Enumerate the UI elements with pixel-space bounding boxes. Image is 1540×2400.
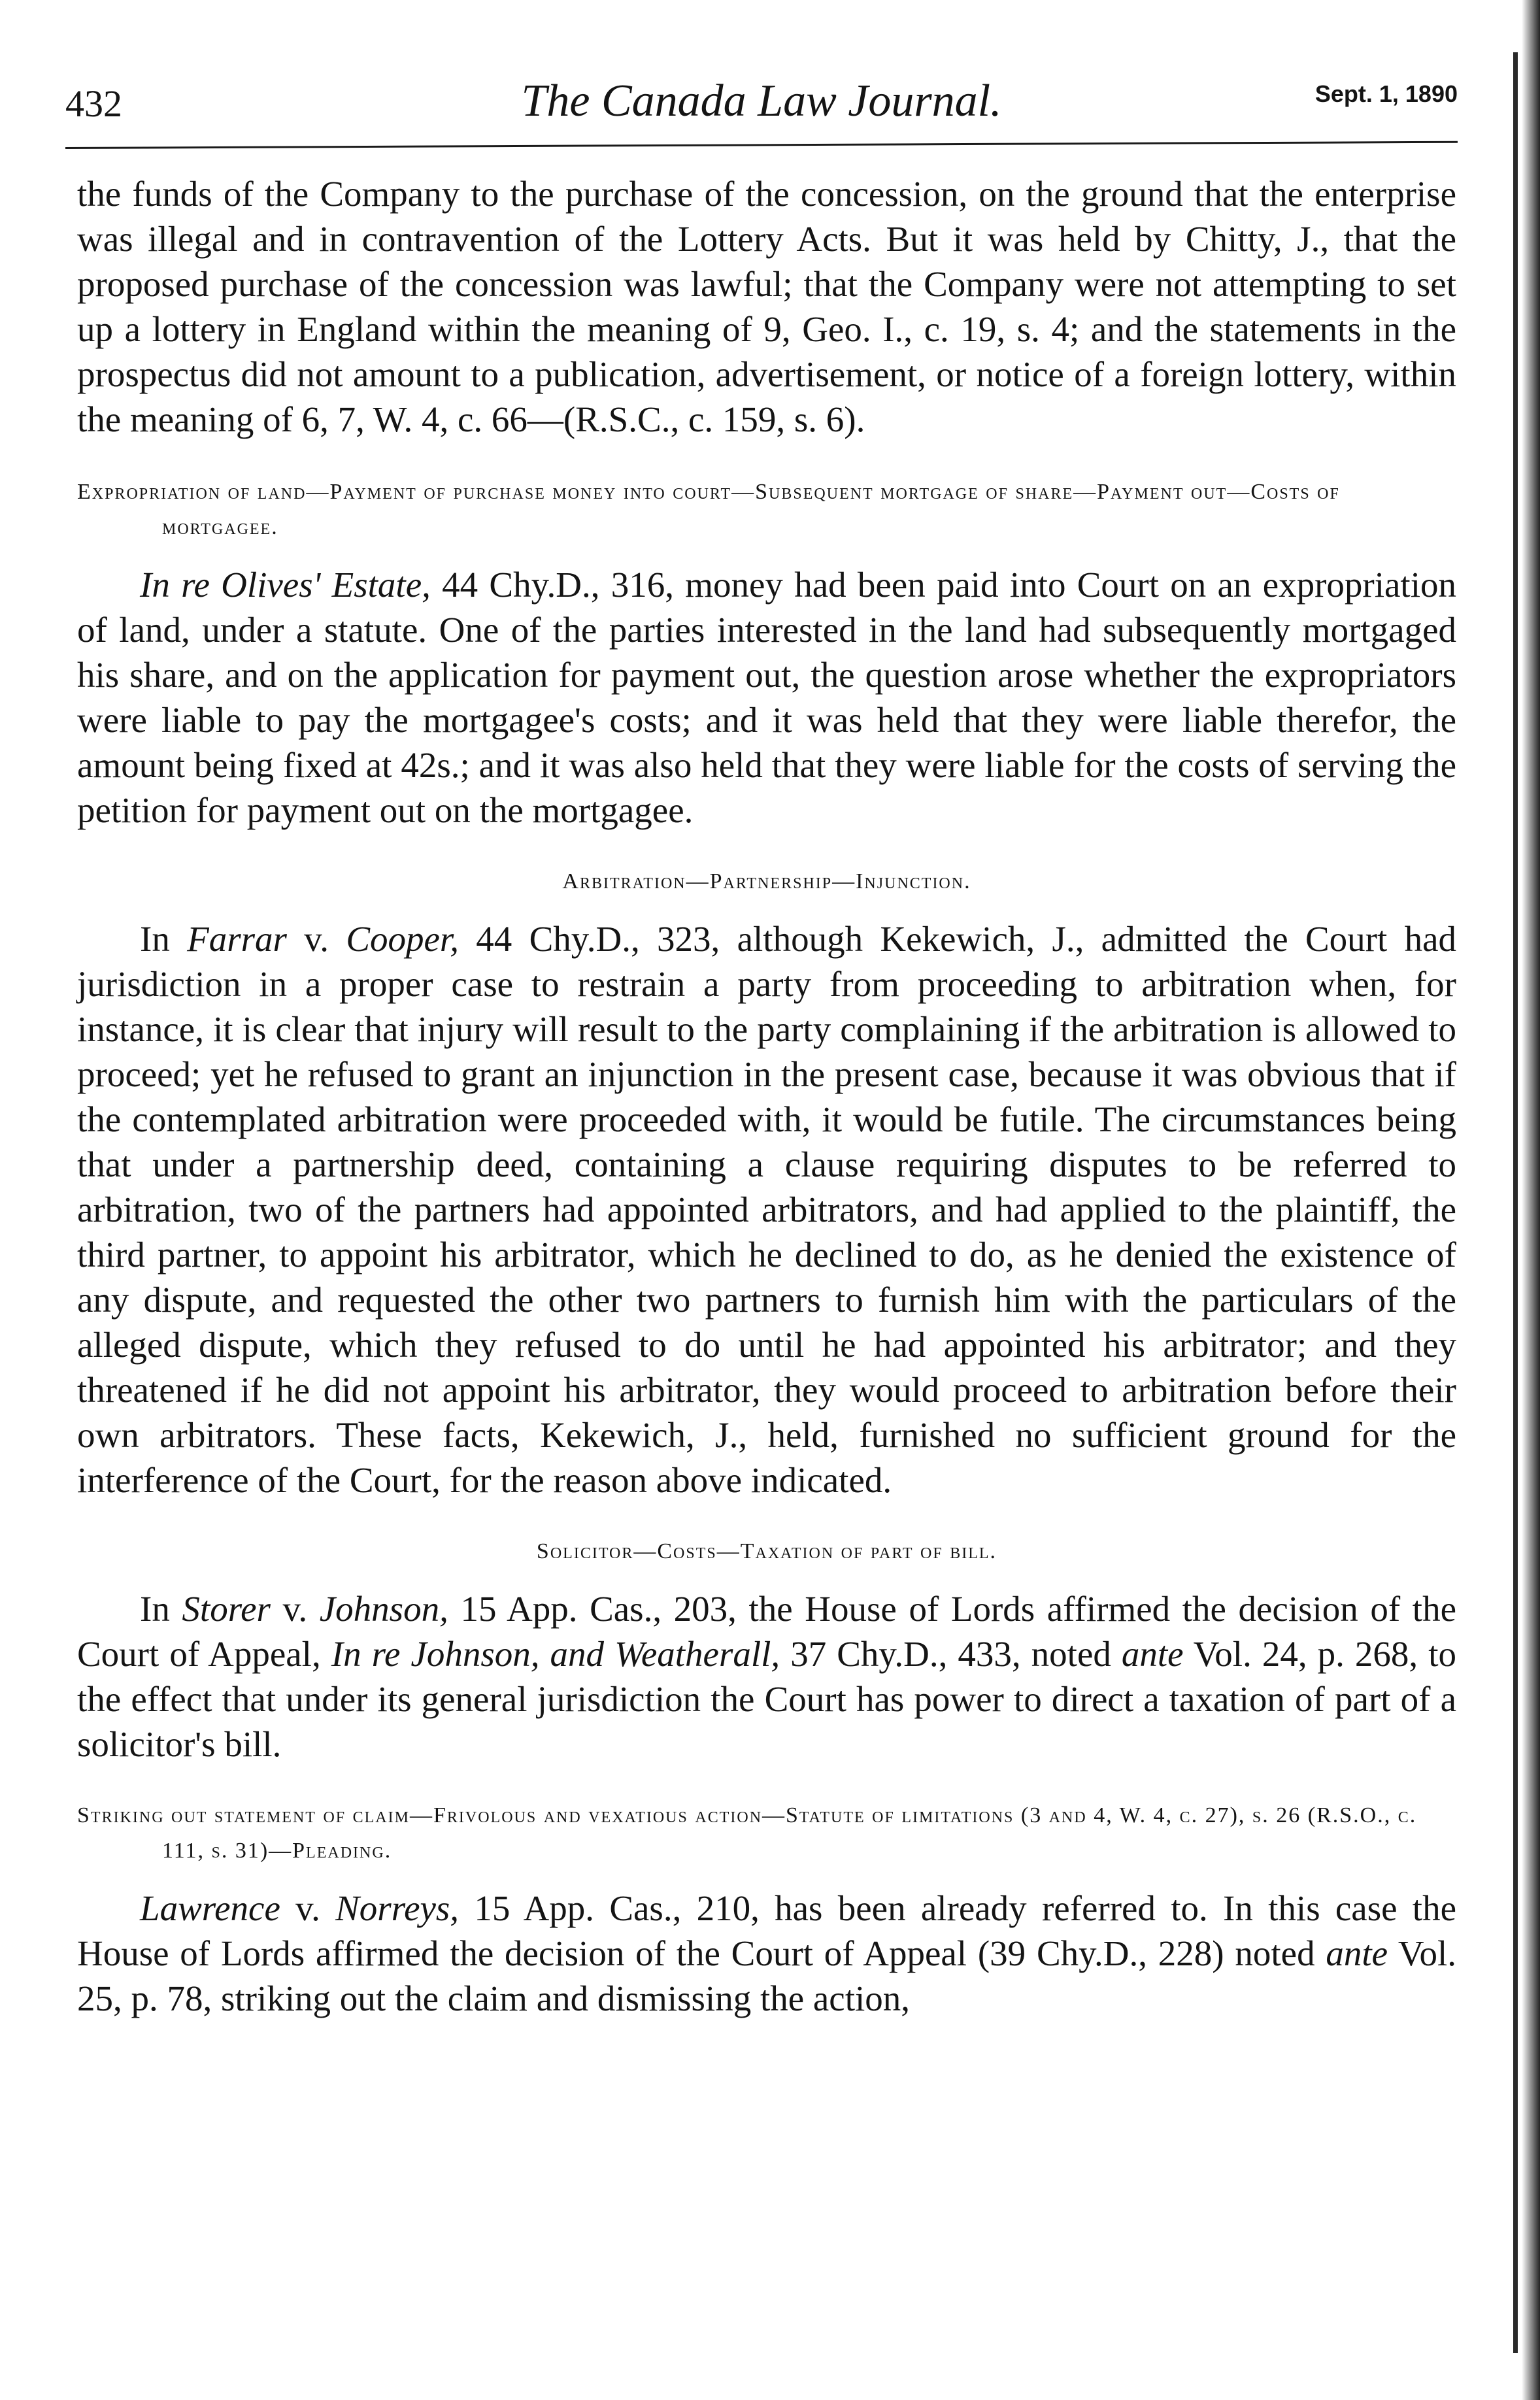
case-ref-johnson-weatherall: In re Johnson, and Weatherall, [331, 1634, 780, 1674]
header-rule [65, 141, 1458, 149]
issue-date: Sept. 1, 1890 [1314, 80, 1458, 107]
paragraph-text: 44 Chy.D., 323, although Kekewich, J., admitted the Court had jurisdiction in a proper case to restrain a party from proceeding to arbitration when, for instance, it is clear that injury will result to the party complaining if the arbitration is allowed to proceed; yet he refused to grant an injunction in the present case, because it was obvious that if the contemplated arbitration were proceeded with, it would be futile. The circumstances being that under a partnership deed, containing a clause requiring disputes to be referred to arbitration, two of the partners had appointed arbitrators, and had applied to the plaintiff, the third partner, to appoint his arbitrator, which he declined to do, as he denied the existence of any dispute, and requested the other two partners to furnish him with the particulars of the alleged dispute, which they refused to do until he had appointed his arbitrator; and they threatened if he did not appoint his arbitrator, they would proceed to arbitration before their own arbitrators. These facts, Kekewich, J., held, furnished no sufficient ground for the interference of the Court, for the reason above indicated. [77, 919, 1456, 1500]
case-name-norreys: Norreys, [335, 1888, 460, 1928]
lead-word: In [140, 1589, 182, 1629]
lead-word: In [140, 919, 188, 959]
paragraph-text: 15 App. Cas., 203, the House of Lords affirmed the decision of the Court of Appeal, [77, 1589, 1456, 1674]
ante-word: ante [1121, 1634, 1184, 1674]
intro-paragraph: the funds of the Company to the purchase of the concession, on the ground that the enterprise was illegal and in contravention of the Lottery Acts. But it was held by Chitty, J., that the proposed purchase of the concession was lawful; that the Company were not attempting to set up a lottery in England within the meaning of 9, Geo. I., c. 19, s. 4; and the statements in the prospectus did not amount to a publication, advertisement, or notice of a foreign lottery, within the meaning of 6, 7, W. 4, c. 66—(R.S.C., c. 159, s. 6). [77, 174, 1456, 439]
paragraph-text: 37 Chy.D., 433, noted [780, 1634, 1122, 1674]
paragraph-striking-out [77, 1886, 1456, 2021]
paragraph-solicitor [77, 1586, 1456, 1767]
case-name-johnson: Johnson, [319, 1589, 448, 1629]
paragraph-arbitration [77, 916, 1456, 1503]
versus: v. [270, 1589, 320, 1629]
page-number: 432 [65, 82, 122, 125]
section-heading-arbitration: Arbitration—Partnership—Injunction. [562, 869, 971, 893]
ante-word: ante [1326, 1933, 1388, 1973]
versus: v. [286, 919, 346, 959]
paragraph-text: 15 App. Cas., 210, has been already referred to. In this case the House of Lords affirmed the decision of the Court of Appeal (39 Chy.D., 228) noted [77, 1888, 1456, 1973]
case-name-olives: In re Olives' Estate, [140, 565, 431, 605]
running-header [65, 69, 1458, 127]
paragraph-text: Vol. 25, p. 78, striking out the claim and dismissing the action, [77, 1933, 1456, 2018]
section-striking-out [77, 1798, 1456, 2021]
section-heading-expropriation: Expropriation of land—Payment of purchase money into court—Subsequent mortgage of share—Payment out—Costs of mortgagee. [77, 480, 1340, 539]
section-arbitration [77, 864, 1456, 1503]
case-name-lawrence: Lawrence [140, 1888, 280, 1928]
journal-title: The Canada Law Journal. [521, 76, 1002, 126]
section-heading-striking-out: Striking out statement of claim—Frivolous and vexatious action—Statute of limitations (3 and 4, W. 4, c. 27), s. 26 (R.S.O., c. 111, s. 31)—Pleading. [77, 1803, 1417, 1863]
case-name-cooper: Cooper, [346, 919, 459, 959]
paragraph-expropriation [77, 562, 1456, 833]
section-expropriation [77, 475, 1456, 833]
binding-rule [1513, 52, 1518, 2353]
page-edge-shadow [1522, 0, 1540, 2400]
section-heading-solicitor: Solicitor—Costs—Taxation of part of bill. [536, 1539, 997, 1563]
section-solicitor [77, 1534, 1456, 1767]
paragraph-text: 44 Chy.D., 316, money had been paid into Court on an expropriation of land, under a statute. One of the parties interested in the land had subsequently mortgaged his share, and on the application for payment out, the question arose whether the expropriators were liable to pay the mortgagee's costs; and it was held that they were liable therefor, the amount being fixed at 42s.; and it was also held that they were liable for the costs of serving the petition for payment out on the mortgagee. [77, 565, 1456, 830]
article-body [77, 171, 1456, 2052]
case-name-farrar: Farrar [187, 919, 287, 959]
paragraph-text: Vol. 24, p. 268, to the effect that under its general jurisdiction the Court has power to direct a taxation of part of a solicitor's bill. [77, 1634, 1457, 1764]
case-name-storer: Storer [182, 1589, 271, 1629]
versus: v. [280, 1888, 336, 1928]
